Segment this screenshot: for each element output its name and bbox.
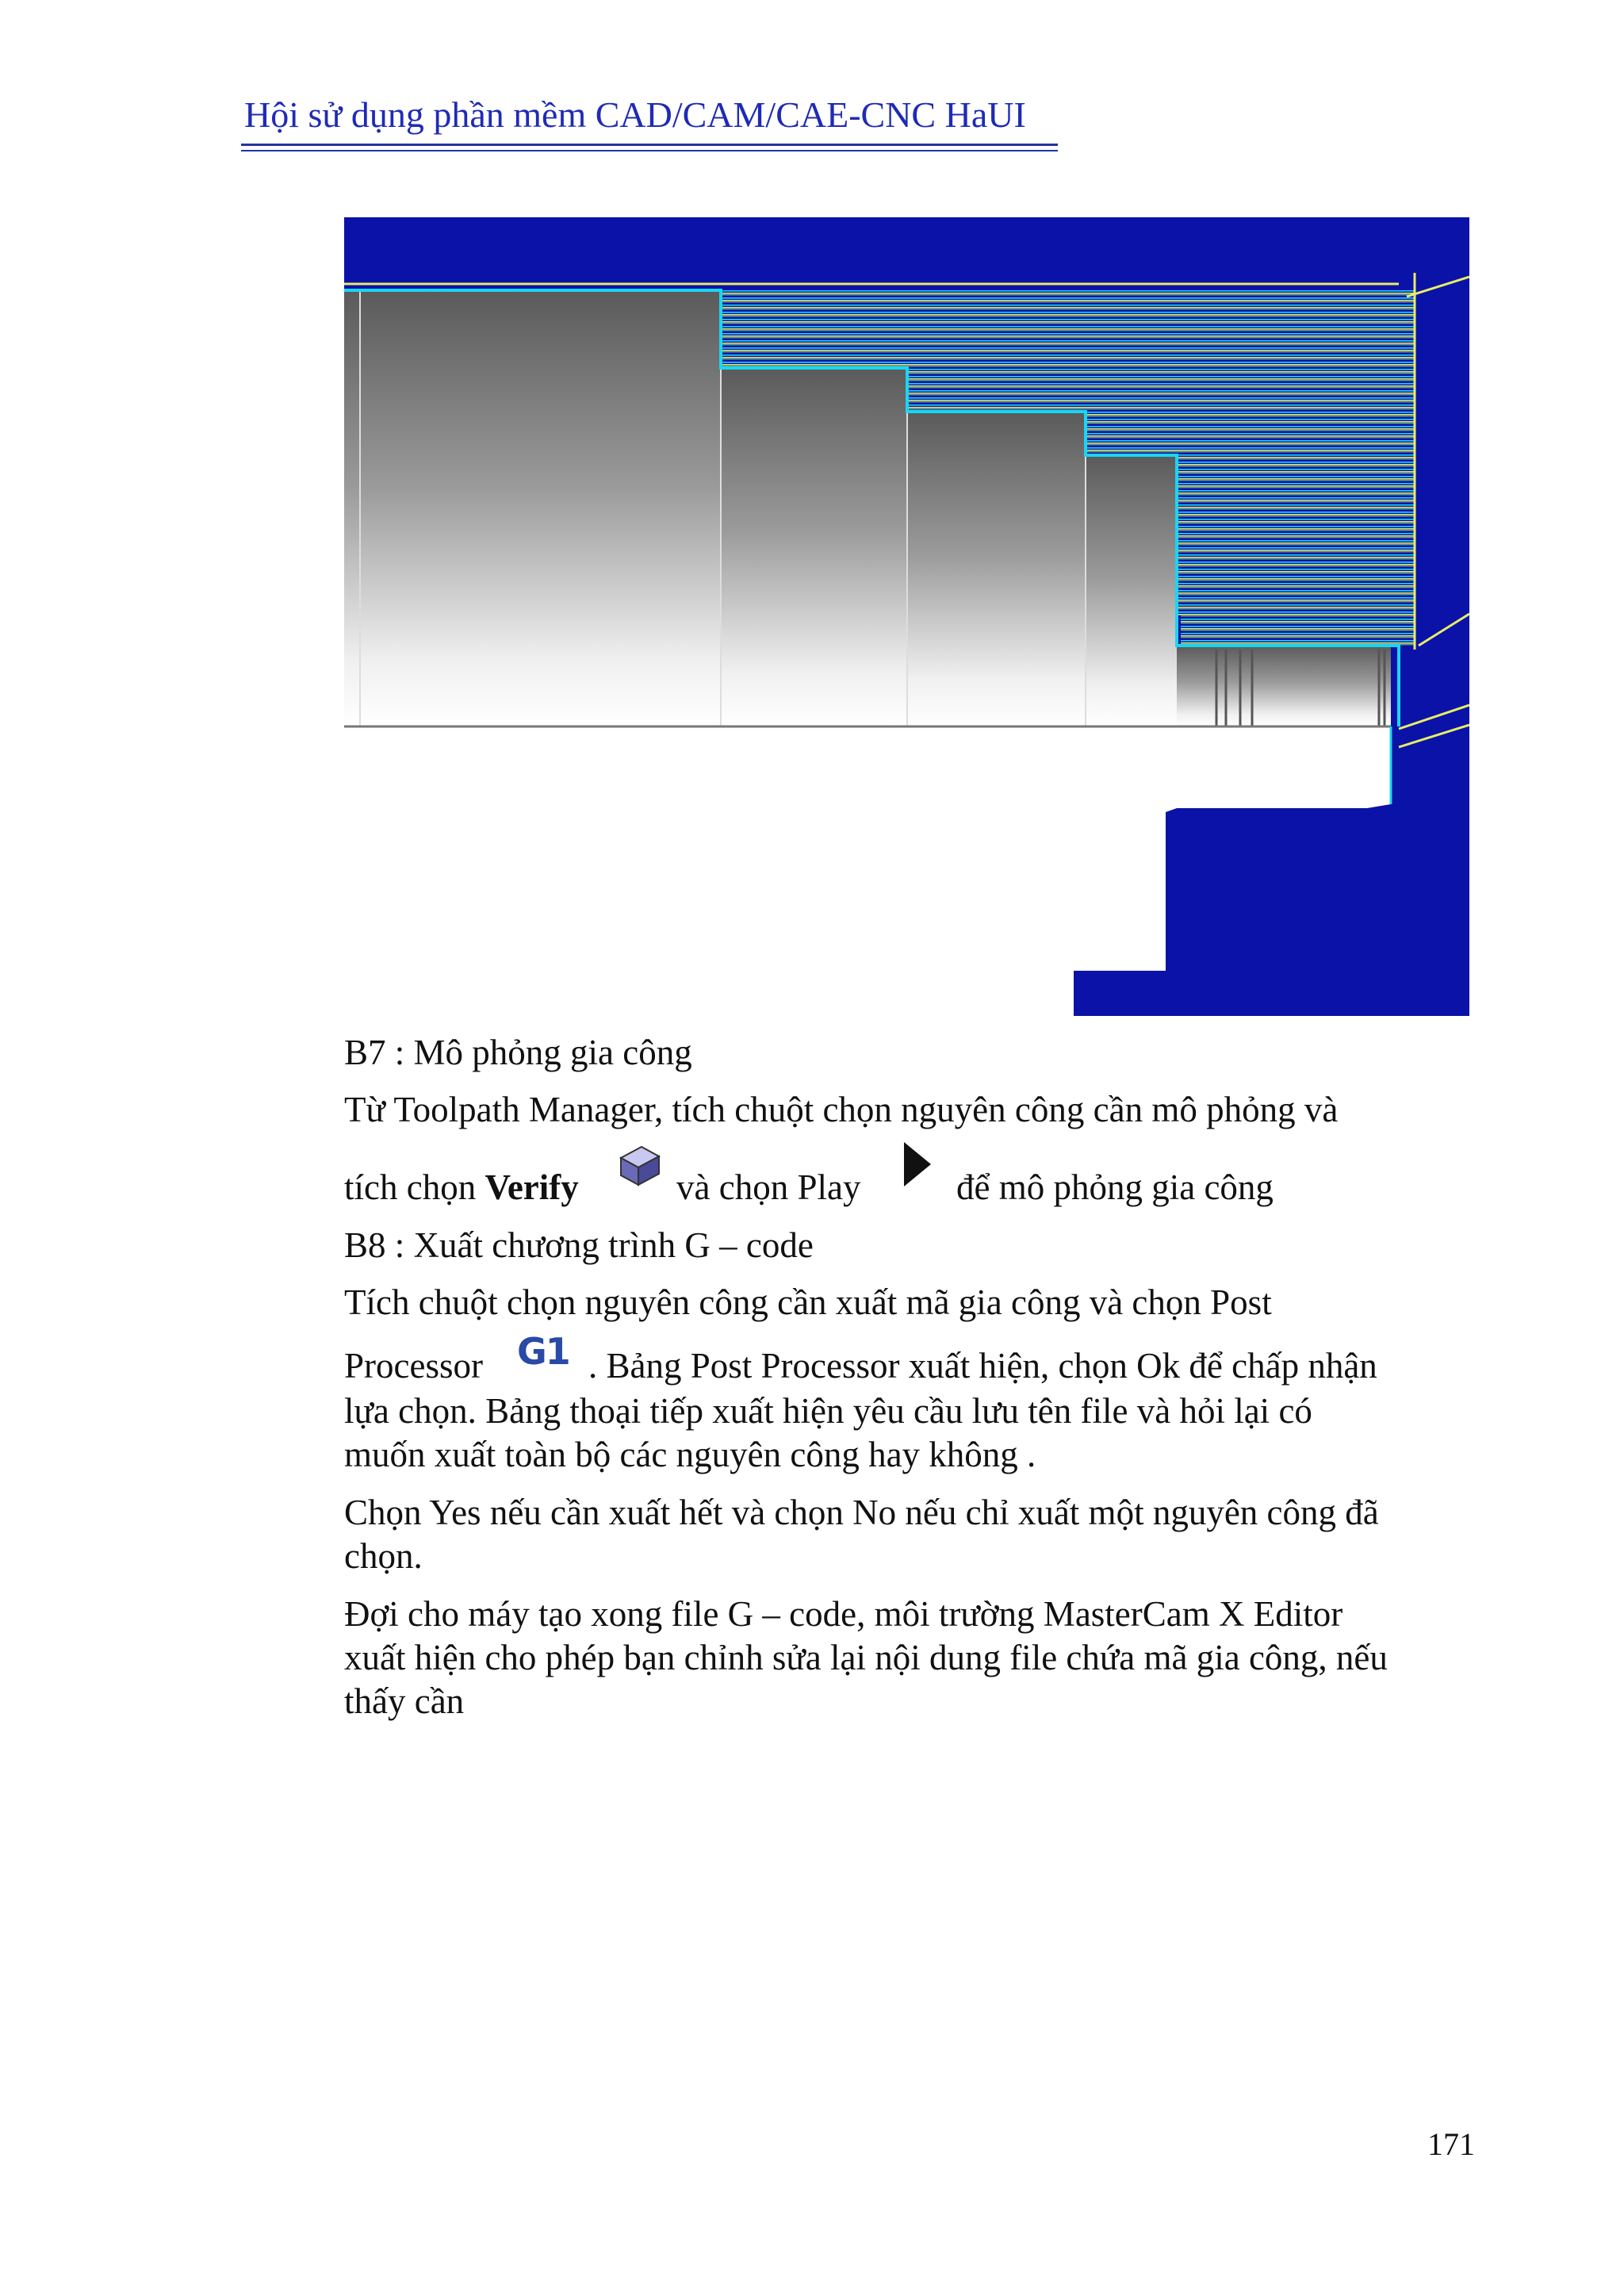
part-step-3 — [907, 412, 1086, 726]
b8-title: B8 : Xuất chương trình G – code — [344, 1225, 814, 1265]
part-step-1 — [344, 290, 721, 726]
b8-line-3: lựa chọn. Bảng thoại tiếp xuất hiện yêu cầu lưu tên file và hỏi lại có — [344, 1391, 1312, 1431]
part-step-2 — [721, 368, 907, 726]
verify-label: Verify — [485, 1167, 579, 1207]
b8-line-9: thấy cần — [344, 1681, 465, 1721]
header-rule-second — [241, 150, 1058, 151]
post-processor-g1-icon[interactable]: G1 — [517, 1330, 569, 1373]
header-rule — [241, 144, 1058, 146]
b7-line-2-start: tích chọn — [344, 1167, 485, 1207]
b7-line-2-end: để mô phỏng gia công — [956, 1167, 1274, 1207]
verify-icon[interactable] — [613, 1139, 665, 1191]
b8-line-6: chọn. — [344, 1536, 423, 1576]
b8-line-1: Tích chuột chọn nguyên công cần xuất mã gia công và chọn Post — [344, 1282, 1272, 1322]
part-step-5 — [1177, 646, 1391, 726]
b8-line-5: Chọn Yes nếu cần xuất hết và chọn No nếu chỉ xuất một nguyên công đã — [344, 1493, 1379, 1532]
page-number: 171 — [1427, 2126, 1475, 2162]
header-title: Hội sử dụng phần mềm CAD/CAM/CAE-CNC HaUI — [244, 94, 1026, 135]
b8-line-4: muốn xuất toàn bộ các nguyên công hay không . — [344, 1435, 1036, 1474]
part-step-4 — [1086, 455, 1177, 726]
b8-line-2-end: . Bảng Post Processor xuất hiện, chọn Ok để chấp nhận — [588, 1346, 1377, 1386]
toolpath-simulation-viewport — [344, 217, 1469, 1016]
play-icon[interactable] — [898, 1139, 937, 1191]
b7-line-2-mid: và chọn Play — [676, 1167, 861, 1207]
b8-line-2-start: Processor — [344, 1346, 483, 1386]
b8-line-8: xuất hiện cho phép bạn chỉnh sửa lại nội dung file chứa mã gia công, nếu — [344, 1638, 1388, 1677]
b7-line-1: Từ Toolpath Manager, tích chuột chọn nguyên công cần mô phỏng và — [344, 1090, 1339, 1129]
b7-title: B7 : Mô phỏng gia công — [344, 1033, 692, 1072]
b8-line-7: Đợi cho máy tạo xong file G – code, môi trường MasterCam X Editor — [344, 1594, 1343, 1634]
